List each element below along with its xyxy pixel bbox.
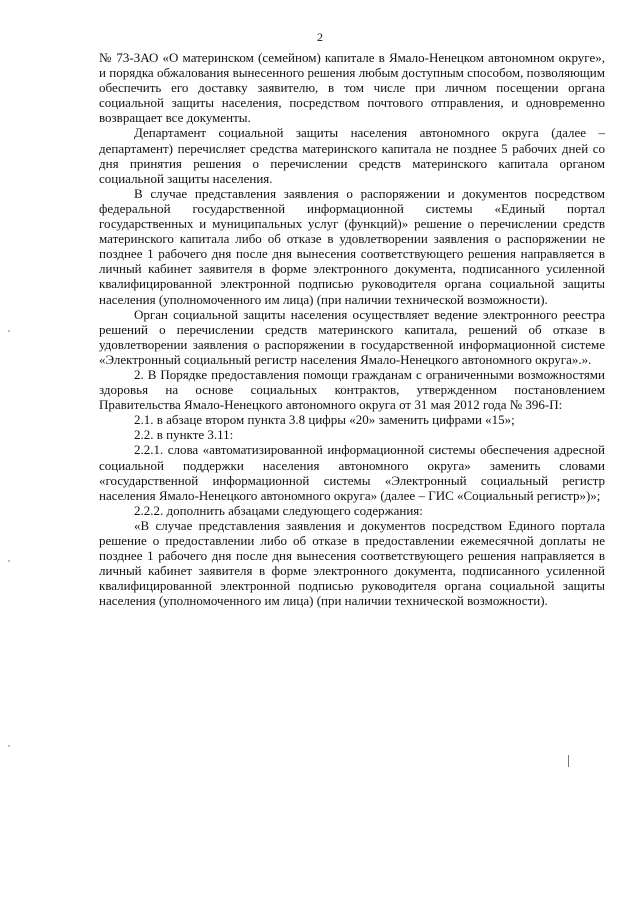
paragraph: Департамент социальной защиты населения автономного округа (далее – департамент) перечисляет средства материнского капитала не позднее 5 рабочих дней со дня принятия решения о перечислении средств материнского капитала органом социальной защиты населения. [99,125,605,186]
paragraph: Орган социальной защиты населения осуществляет ведение электронного реестра решений о перечислении средств материнского капитала, решений об отказе в удовлетворении заявления о распоряжении в государственной информационной системе «Электронный социальный регистр населения Ямало-Ненецкого автономного округа».». [99,306,605,367]
scan-mark [568,755,569,767]
paragraph: 2.2.2. дополнить абзацами следующего содержания: [134,502,423,518]
paragraph: 2.1. в абзаце втором пункта 3.8 цифры «20» заменить цифрами «15»; [134,412,515,428]
paragraph: В случае представления заявления о распоряжении и документов посредством федеральной государственной информационной системы «Единый портал государственных и муниципальных услуг (функций)» решение о перечислении средств материнского капитала либо об отказе в удовлетворении заявления о распоряжении не позднее 1 рабочего дня после дня вынесения соответствующего решения направляется в личный кабинет заявителя в форме электронного документа, подписанного усиленной квалифицированной электронной подписью руководителя органа социальной защиты населения (уполномоченного им лица) (при наличии технической возможности). [99,185,605,307]
document-body [99,50,605,608]
page-number: 2 [317,30,323,44]
paragraph: 2.2. в пункте 3.11: [134,427,234,443]
paragraph: 2. В Порядке предоставления помощи гражданам с ограниченными возможностями здоровья на основе социальных контрактов, утвержденном постановлением Правительства Ямало-Ненецкого автономного округа от 31 мая 2012 года № 396-П: [99,366,605,413]
paragraph: 2.2.1. слова «автоматизированной информационной системы обеспечения адресной социальной поддержки населения автономного округа» заменить словами «государственной информационной системы «Электронный социальный регистр населения Ямало-Ненецкого автономного округа» (далее – ГИС «Социальный регистр»)»; [99,442,605,503]
paragraph: № 73-ЗАО «О материнском (семейном) капитале в Ямало-Ненецком автономном округе», и порядка обжалования вынесенного решения любым доступным способом, позволяющим обеспечить его доставку заявителю, в том числе при личном посещении органа социальной защиты населения, посредством почтового отправления, и одновременно возвращает все документы. [99,50,605,126]
scan-dot [8,330,10,332]
scan-dot [8,560,10,562]
paragraph: «В случае представления заявления и документов посредством Единого портала решение о предоставлении либо об отказе в предоставлении ежемесячной доплаты не позднее 1 рабочего дня после дня вынесения соответствующего решения направляется в личный кабинет заявителя в форме электронного документа, подписанного усиленной квалифицированной электронной подписью руководителя органа социальной защиты населения (уполномоченного им лица) (при наличии технической возможности). [99,517,605,609]
scan-dot [8,745,10,747]
